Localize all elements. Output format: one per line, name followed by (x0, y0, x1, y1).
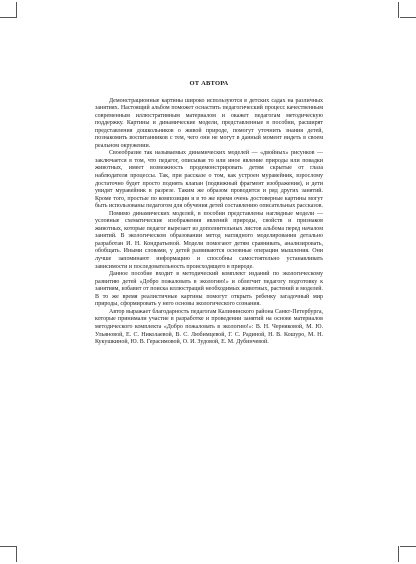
crop-mark (400, 17, 416, 18)
paragraph: Данное пособие входит в методический комплект изданий по экологическому развитию детей «Добро пожаловать в экологию!» и облегчит педагогу подготовку к занятиям, избавит от поиска иллюстраций необходимых животных, растений и моделей. В то же время реалистичные картины помогут открыть ребенку загадочный мир природы, сформировать у него основы экологического сознания. (95, 271, 323, 308)
paragraph: Своеобразие так называемых динамических моделей — «двойных» рисунков — заключается в том, что педагог, описывая то или иное явление природы или повадки животных, имеет возможность продемонстрировать детям скрытые от глаза наблюдателя процессы. Так, при рассказе о том, как устроен муравейник, взрослому достаточно будет просто поднять клапан (подвижный фрагмент изображения), и дети увидят муравейник в разрезе. Таким же образом проводится и ряд других занятий. Кроме того, простые по композиции и в то же время очень достоверные картины могут быть использованы педагогом для обучения детей составлению описательных рассказов. (95, 150, 323, 210)
paragraph: Помимо динамических моделей, в пособии представлены наглядные модели — условные схематические изображения явлений природы, свойств и признаков животных, которые педагог вырезает из дополнительных листов альбома перед началом занятий. В экологическом образовании метод наглядного моделирования детально разработан И. Н. Кондратьевой. Модели помогают детям сравнивать, анализировать, обобщать. Иными словами, у детей развиваются основные операции мышления. Они лучше запоминают информацию и способны самостоятельно устанавливать зависимости и последовательность происходящего в природе. (95, 210, 323, 270)
paragraph: Демонстрационные картины широко используются в детских садах на различных занятиях. Настоящий альбом поможет оснастить педагогический процесс качественным современным иллюстративным материалом и окажет педагогам методическую поддержку. Картины и динамические модели, представленные в пособии, расширят представления дошкольников о живой природе, помогут уточнить знания детей, познакомить воспитанников с тем, чего они не могут в данный момент видеть в своем реальном окружении. (95, 97, 323, 149)
page-heading: ОТ АВТОРА (189, 80, 229, 87)
crop-mark (0, 546, 16, 547)
crop-mark (398, 2, 399, 18)
crop-mark (16, 2, 17, 18)
crop-mark (398, 546, 399, 562)
crop-mark (16, 546, 17, 562)
paragraph: Автор выражает благодарность педагогам Калининского района Санкт-Петербурга, которые принимали участие в разработке и проведении занятий на основе материалов методического комплекта «Добро пожаловать в экологию!»: В. Н. Черняковой, М. Ю. Ульяновой, Е. С. Николаевой, В. С. Любимцевой, Г. С. Радиной, Н. В. Кошуро, М. Н. Кукушкиной, Ю. В. Герасимовой, О. И. Зудовой, Е. М. Дубинчевой. (95, 308, 323, 346)
crop-mark (400, 546, 416, 547)
document-body (95, 80, 323, 347)
crop-mark (0, 17, 16, 18)
